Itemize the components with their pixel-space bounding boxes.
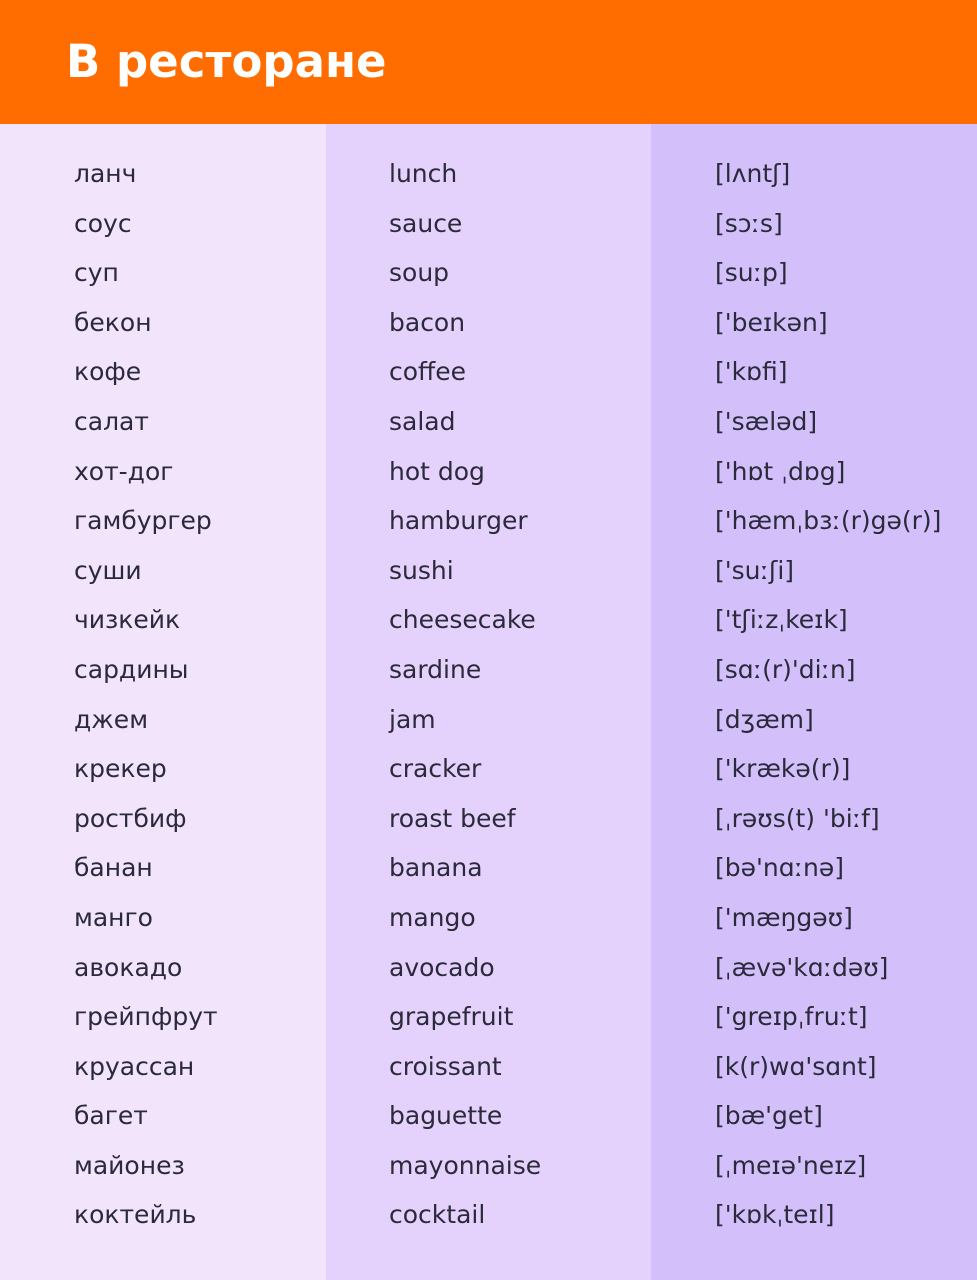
russian-word: грейпфрут — [74, 1002, 218, 1032]
russian-word: манго — [74, 902, 153, 932]
transcription: ['greɪpˌfruːt] — [715, 1002, 868, 1032]
russian-word-list — [74, 149, 218, 1240]
transcription-column — [651, 124, 977, 1280]
english-word: jam — [389, 704, 436, 734]
english-word: croissant — [389, 1051, 502, 1081]
english-word: salad — [389, 406, 456, 436]
russian-word: соус — [74, 208, 132, 238]
russian-word: крекер — [74, 754, 167, 784]
english-column — [326, 124, 651, 1280]
transcription: [suːp] — [715, 258, 788, 288]
english-word: soup — [389, 258, 450, 288]
header-banner — [0, 0, 977, 124]
russian-word: сардины — [74, 654, 189, 684]
russian-word: суши — [74, 555, 142, 585]
english-word: sushi — [389, 555, 454, 585]
transcription: [dʒæm] — [715, 704, 814, 734]
russian-word: круассан — [74, 1051, 195, 1081]
english-word: mayonnaise — [389, 1150, 542, 1180]
english-word: grapefruit — [389, 1002, 514, 1032]
transcription: ['suːʃi] — [715, 555, 795, 585]
transcription: ['mæŋgəʊ] — [715, 902, 853, 932]
transcription-list — [715, 149, 941, 1240]
transcription: ['kɒkˌteɪl] — [715, 1200, 835, 1230]
russian-column — [0, 124, 326, 1280]
transcription: [sɑː(r)'diːn] — [715, 654, 856, 684]
russian-word: багет — [74, 1101, 148, 1131]
transcription: [bə'nɑːnə] — [715, 853, 844, 883]
russian-word: гамбургер — [74, 506, 212, 536]
transcription: ['hɒt ˌdɒg] — [715, 456, 846, 486]
transcription: ['sæləd] — [715, 406, 818, 436]
english-word: bacon — [389, 307, 466, 337]
english-word: hot dog — [389, 456, 485, 486]
russian-word: бекон — [74, 307, 152, 337]
russian-word: суп — [74, 258, 119, 288]
russian-word: авокадо — [74, 952, 183, 982]
english-word: roast beef — [389, 803, 516, 833]
russian-word: банан — [74, 853, 153, 883]
transcription: [sɔːs] — [715, 208, 783, 238]
english-word: sauce — [389, 208, 463, 238]
english-word: lunch — [389, 159, 458, 188]
transcription: [ˌmeɪə'neɪz] — [715, 1150, 867, 1180]
english-word: sardine — [389, 654, 482, 684]
transcription: ['tʃiːzˌkeɪk] — [715, 605, 848, 635]
english-word: cracker — [389, 754, 482, 784]
english-word: avocado — [389, 952, 495, 982]
english-word-list — [389, 149, 541, 1240]
english-word: coffee — [389, 357, 467, 387]
russian-word: коктейль — [74, 1200, 197, 1230]
russian-word: салат — [74, 406, 149, 436]
transcription: [k(r)wɑ'sɑnt] — [715, 1051, 877, 1081]
russian-word: ланч — [74, 159, 137, 188]
transcription: ['hæmˌbɜː(r)gə(r)] — [715, 506, 942, 536]
english-word: banana — [389, 853, 483, 883]
russian-word: хот-дог — [74, 456, 174, 486]
russian-word: кофе — [74, 357, 142, 387]
russian-word: майонез — [74, 1150, 185, 1180]
transcription: ['beɪkən] — [715, 307, 828, 337]
transcription: [bæ'get] — [715, 1101, 823, 1131]
english-word: cocktail — [389, 1200, 486, 1230]
english-word: cheesecake — [389, 605, 536, 635]
russian-word: чизкейк — [74, 605, 181, 635]
english-word: hamburger — [389, 506, 528, 536]
english-word: baguette — [389, 1101, 503, 1131]
transcription: [lʌntʃ] — [715, 159, 791, 188]
transcription: [ˌrəʊs(t) 'biːf] — [715, 803, 880, 833]
transcription: ['kɒfi] — [715, 357, 788, 387]
transcription: ['krækə(r)] — [715, 754, 851, 784]
english-word: mango — [389, 902, 476, 932]
russian-word: ростбиф — [74, 803, 187, 833]
page-title: В ресторане — [66, 35, 387, 88]
transcription: [ˌævə'kɑːdəʊ] — [715, 952, 889, 982]
russian-word: джем — [74, 704, 149, 734]
